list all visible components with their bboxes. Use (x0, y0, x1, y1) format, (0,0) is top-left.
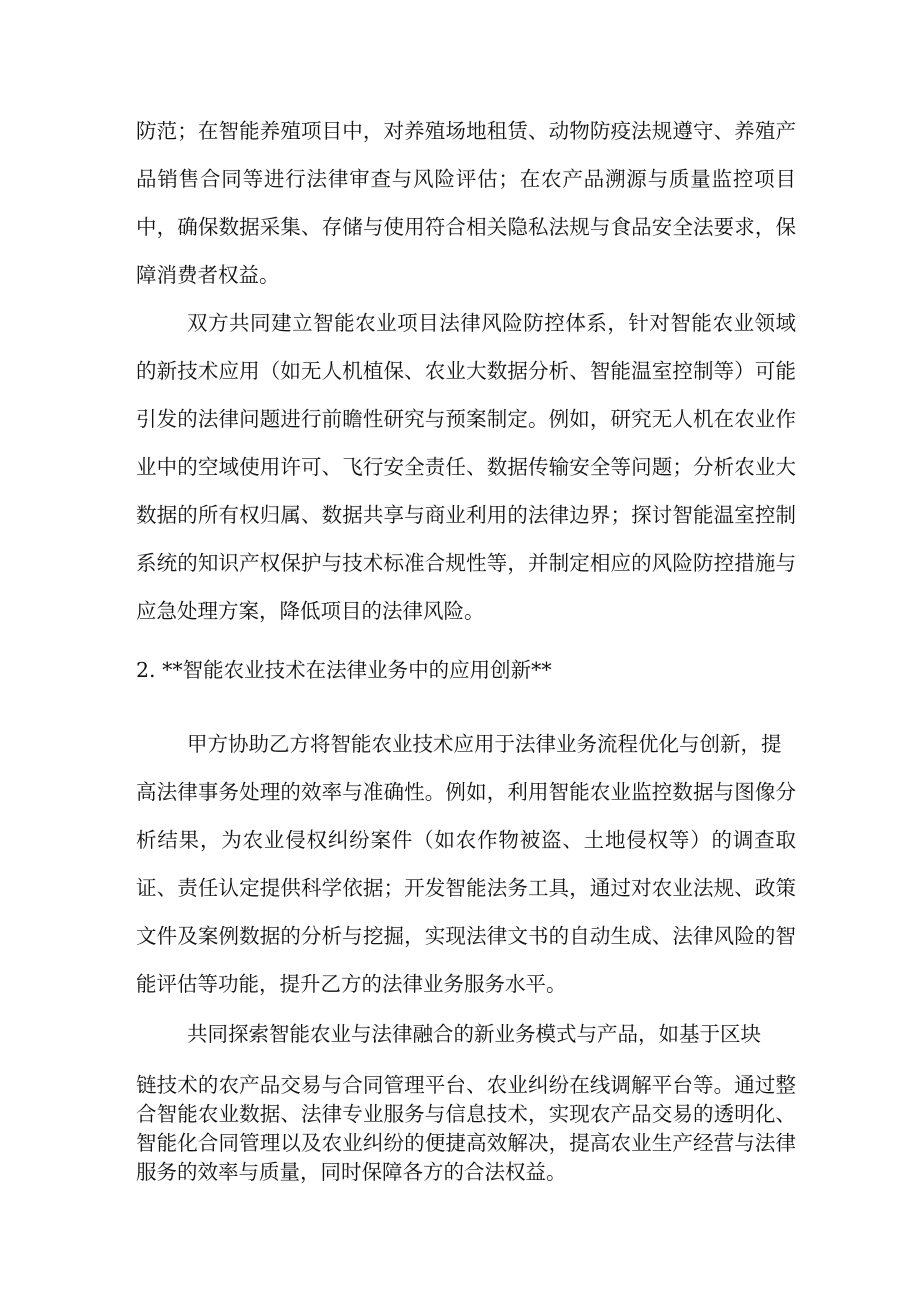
paragraph-2-line-2: 的新技术应用（如无人机植保、农业大数据分析、智能温室控制等）可能 (136, 359, 796, 383)
paragraph-1-line-3: 中，确保数据采集、存储与使用符合相关隐私法规与食品安全法要求，保 (136, 215, 796, 239)
paragraph-1-line-2: 品销售合同等进行法律审查与风险评估；在农产品溯源与质量监控项目 (136, 167, 796, 191)
paragraph-3-line-5: 文件及案例数据的分析与挖掘，实现法律文书的自动生成、法律风险的智 (136, 924, 796, 948)
paragraph-3-line-3: 析结果，为农业侵权纠纷案件（如农作物被盗、土地侵权等）的调查取 (136, 828, 796, 852)
paragraph-4-line-1: 共同探索智能农业与法律融合的新业务模式与产品，如基于区块 (187, 1022, 761, 1046)
paragraph-4-line-5: 服务的效率与质量，同时保障各方的合法权益。 (136, 1160, 567, 1184)
paragraph-4-line-2: 链技术的农产品交易与合同管理平台、农业纠纷在线调解平台等。通过整 (136, 1073, 796, 1097)
section-heading: 2. **智能农业技术在法律业务中的应用创新** (136, 658, 552, 682)
paragraph-3-line-2: 高法律事务处理的效率与准确性。例如，利用智能农业监控数据与图像分 (136, 780, 796, 804)
paragraph-2-line-4: 业中的空域使用许可、飞行安全责任、数据传输安全等问题；分析农业大 (136, 455, 796, 479)
paragraph-1-line-1: 防范；在智能养殖项目中，对养殖场地租赁、动物防疫法规遵守、养殖产 (136, 119, 796, 143)
paragraph-2-line-6: 系统的知识产权保护与技术标准合规性等，并制定相应的风险防控措施与 (136, 551, 796, 575)
paragraph-2-line-7: 应急处理方案，降低项目的法律风险。 (136, 599, 485, 623)
paragraph-2-line-3: 引发的法律问题进行前瞻性研究与预案制定。例如，研究无人机在农业作 (136, 407, 796, 431)
paragraph-2-line-5: 数据的所有权归属、数据共享与商业利用的法律边界；探讨智能温室控制 (136, 503, 796, 527)
paragraph-1-line-4: 障消费者权益。 (136, 263, 280, 287)
paragraph-3-line-4: 证、责任认定提供科学依据；开发智能法务工具，通过对农业法规、政策 (136, 876, 796, 900)
paragraph-3-line-6: 能评估等功能，提升乙方的法律业务服务水平。 (136, 972, 567, 996)
paragraph-4-line-4: 智能化合同管理以及农业纠纷的便捷高效解决，提高农业生产经营与法律 (136, 1131, 796, 1155)
paragraph-3-line-1: 甲方协助乙方将智能农业技术应用于法律业务流程优化与创新，提 (187, 732, 782, 756)
paragraph-4-line-3: 合智能农业数据、法律专业服务与信息技术，实现农产品交易的透明化、 (136, 1102, 796, 1126)
paragraph-2-line-1: 双方共同建立智能农业项目法律风险防控体系，针对智能农业领域 (187, 311, 796, 335)
